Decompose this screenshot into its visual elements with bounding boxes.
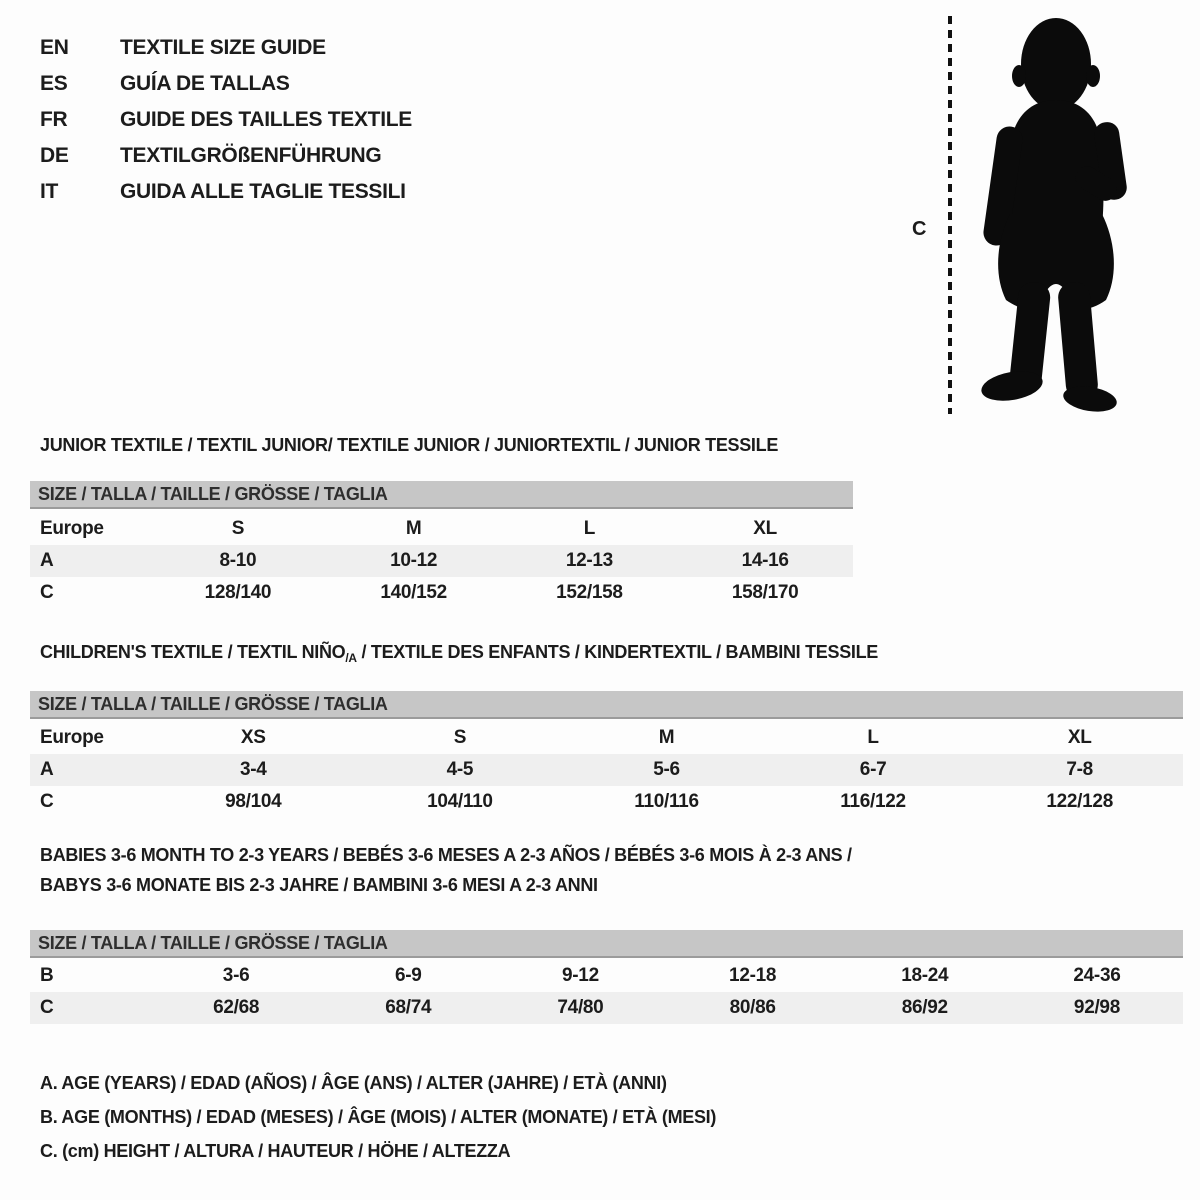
language-row-de <box>40 138 412 174</box>
table-cell: 104/110 <box>427 791 493 812</box>
column-header-m: M <box>405 518 422 539</box>
column-header-m: M <box>658 727 675 748</box>
language-code: FR <box>40 108 68 131</box>
table-cell: 5-6 <box>653 759 680 780</box>
children-size-table <box>30 722 1183 818</box>
column-header-l: L <box>867 727 879 748</box>
table-cell: 6-9 <box>394 965 422 986</box>
children-table-row-c <box>30 786 1183 818</box>
table-cell: 14-16 <box>741 550 789 571</box>
guide-title-it: GUIDA ALLE TAGLIE TESSILI <box>120 180 406 203</box>
measurement-legend <box>40 1066 716 1168</box>
height-measure-dashed-line <box>948 16 952 414</box>
babies-size-header-bar: SIZE / TALLA / TAILLE / GRÖSSE / TAGLIA <box>30 930 1183 958</box>
table-cell: 68/74 <box>385 997 432 1018</box>
junior-table-header-row <box>30 513 853 545</box>
language-code: IT <box>40 180 59 203</box>
language-row-it <box>40 174 412 210</box>
language-code: DE <box>40 144 69 167</box>
table-cell: 92/98 <box>1073 997 1120 1018</box>
table-cell: 4-5 <box>446 759 474 780</box>
table-cell: 18-24 <box>901 965 949 986</box>
legend-height-cm: C. (cm) HEIGHT / ALTURA / HAUTEUR / HÖHE / ALTEZZA <box>40 1141 511 1161</box>
table-cell: 116/122 <box>840 791 906 812</box>
language-row-es <box>40 66 412 102</box>
junior-section-title: JUNIOR TEXTILE / TEXTIL JUNIOR/ TEXTILE JUNIOR / JUNIORTEXTIL / JUNIOR TESSILE <box>40 435 779 455</box>
row-label: C <box>40 582 54 603</box>
legend-age-months: B. AGE (MONTHS) / EDAD (MESES) / ÂGE (MOIS) / ALTER (MONATE) / ETÀ (MESI) <box>40 1107 717 1127</box>
babies-table-row-b <box>30 960 1183 992</box>
children-title-part1: CHILDREN'S TEXTILE / TEXTIL NIÑO <box>40 642 346 662</box>
children-section-title <box>40 642 878 665</box>
language-code: ES <box>40 72 68 95</box>
row-label: A <box>40 550 54 571</box>
table-cell: 98/104 <box>225 791 282 812</box>
children-title-part2: / TEXTILE DES ENFANTS / KINDERTEXTIL / BAMBINI TESSILE <box>356 642 878 662</box>
guide-title-fr: GUIDE DES TAILLES TEXTILE <box>120 108 412 131</box>
height-measure-label: C <box>912 218 927 240</box>
language-title-block <box>40 30 412 210</box>
row-label: A <box>40 759 54 780</box>
babies-table-row-c <box>30 992 1183 1024</box>
table-cell: 86/92 <box>901 997 948 1018</box>
table-cell: 158/170 <box>731 582 799 603</box>
table-cell: 12-13 <box>565 550 613 571</box>
row-label: B <box>40 965 54 986</box>
table-cell: 62/68 <box>213 997 260 1018</box>
children-size-header-bar: SIZE / TALLA / TAILLE / GRÖSSE / TAGLIA <box>30 691 1183 719</box>
babies-section-title <box>40 840 852 900</box>
junior-table-row-a <box>30 545 853 577</box>
junior-size-header-bar: SIZE / TALLA / TAILLE / GRÖSSE / TAGLIA <box>30 481 853 509</box>
children-table-header-row <box>30 722 1183 754</box>
language-row-fr <box>40 102 412 138</box>
table-cell: 128/140 <box>204 582 272 603</box>
column-header-l: L <box>583 518 596 539</box>
table-cell: 122/128 <box>1046 791 1113 812</box>
table-cell: 24-36 <box>1073 965 1121 986</box>
table-cell: 140/152 <box>380 582 447 603</box>
table-cell: 3-6 <box>222 965 250 986</box>
junior-size-table <box>30 513 853 609</box>
table-cell: 6-7 <box>859 759 887 780</box>
column-header-xl: XL <box>1067 727 1092 748</box>
table-cell: 110/116 <box>634 791 699 812</box>
row-label: C <box>40 997 54 1018</box>
language-row-en <box>40 30 412 66</box>
column-header-xl: XL <box>753 518 777 539</box>
guide-title-de: TEXTILGRÖßENFÜHRUNG <box>120 144 382 167</box>
table-cell: 80/86 <box>729 997 776 1018</box>
guide-title-es: GUÍA DE TALLAS <box>120 72 290 95</box>
table-cell: 152/158 <box>556 582 623 603</box>
toddler-silhouette-icon <box>962 14 1138 416</box>
table-cell: 7-8 <box>1066 759 1093 780</box>
children-table-row-a <box>30 754 1183 786</box>
babies-title-line2: BABYS 3-6 MONATE BIS 2-3 JAHRE / BAMBINI 3-6 MESI A 2-3 ANNI <box>40 875 598 895</box>
table-cell: 3-4 <box>240 759 267 780</box>
babies-title-line1: BABIES 3-6 MONTH TO 2-3 YEARS / BEBÉS 3-6 MESES A 2-3 AÑOS / BÉBÉS 3-6 MOIS À 2-3 ANS / <box>40 845 852 865</box>
row-label: C <box>40 791 54 812</box>
babies-size-table <box>30 960 1183 1024</box>
guide-title-en: TEXTILE SIZE GUIDE <box>120 36 326 59</box>
children-title-subscript: /A <box>345 651 357 665</box>
junior-table-row-c <box>30 577 853 609</box>
table-cell: 10-12 <box>390 550 438 571</box>
language-code: EN <box>40 36 69 59</box>
table-cell: 9-12 <box>562 965 599 986</box>
table-cell: 12-18 <box>729 965 777 986</box>
column-header-xs: XS <box>240 727 266 748</box>
column-header-europe: Europe <box>40 727 104 748</box>
legend-age-years: A. AGE (YEARS) / EDAD (AÑOS) / ÂGE (ANS) / ALTER (JAHRE) / ETÀ (ANNI) <box>40 1073 667 1093</box>
column-header-europe: Europe <box>40 518 104 539</box>
column-header-s: S <box>453 727 467 748</box>
table-cell: 8-10 <box>219 550 257 571</box>
table-cell: 74/80 <box>557 997 604 1018</box>
column-header-s: S <box>231 518 245 539</box>
